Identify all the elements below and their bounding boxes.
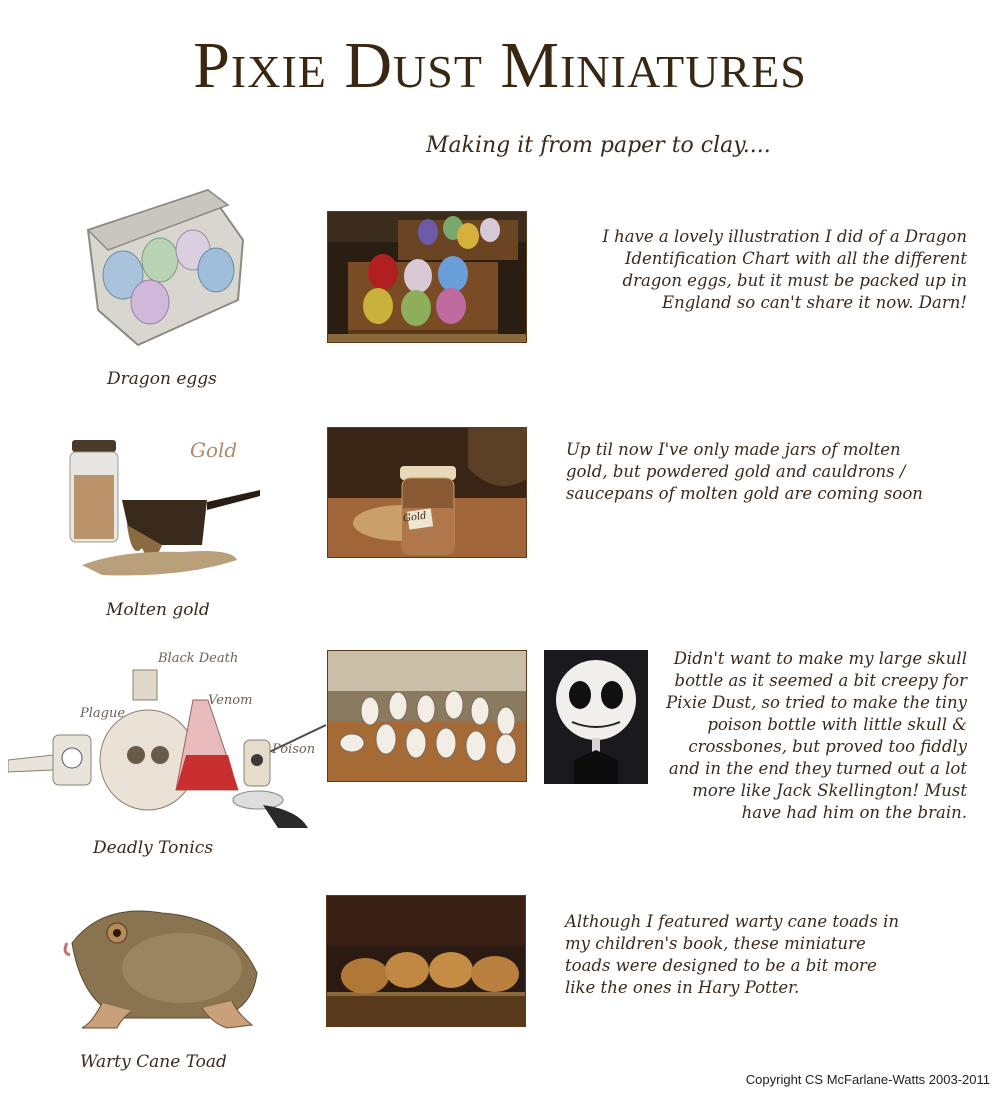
cane-toad-illustration [62, 893, 267, 1033]
molten-gold-photo [327, 427, 527, 558]
text-deadly-tonics: Didn't want to make my large skull bottle as it seemed a bit creepy for Pixie Dust, so tried to make the tiny poison bottle with little skull & crossbones, but proved too fiddly and in the end they turned out a lot more like Jack Skellington! Must have had him on the brain. [666, 649, 967, 822]
poison-bottles-photo [327, 650, 527, 782]
jack-skellington-photo [544, 650, 648, 784]
caption-cane-toad: Warty Cane Toad [80, 1052, 227, 1072]
cane-toad-photo [326, 895, 526, 1027]
text-molten-gold: Up til now I've only made jars of molten gold, but powdered gold and cauldrons / saucepans of molten gold are coming soon [566, 440, 923, 503]
page-title: Pixie Dust Miniatures [193, 29, 807, 102]
dragon-eggs-illustration [78, 180, 250, 350]
caption-deadly-tonics: Deadly Tonics [93, 838, 214, 858]
poison-label: Poison [272, 742, 316, 757]
gold-jar-label: Gold [402, 510, 428, 525]
caption-molten-gold: Molten gold [106, 600, 210, 620]
plague-label: Plague [80, 706, 126, 721]
caption-dragon-eggs: Dragon eggs [107, 369, 217, 389]
black-death-label: Black Death [158, 651, 239, 666]
page-subtitle: Making it from paper to clay.... [426, 133, 771, 158]
copyright-notice: Copyright CS McFarlane-Watts 2003-2011 [745, 1072, 990, 1087]
venom-label: Venom [208, 693, 253, 708]
text-cane-toad: Although I featured warty cane toads in my children's book, these miniature toads were designed to be a bit more like the ones in Hary Potter. [565, 912, 899, 997]
dragon-eggs-photo [327, 211, 527, 343]
text-dragon-eggs: I have a lovely illustration I did of a Dragon Identification Chart with all the different dragon eggs, but it must be packed up in England so can't share it now. Darn! [602, 227, 967, 312]
gold-sketch-label: Gold [190, 438, 238, 462]
